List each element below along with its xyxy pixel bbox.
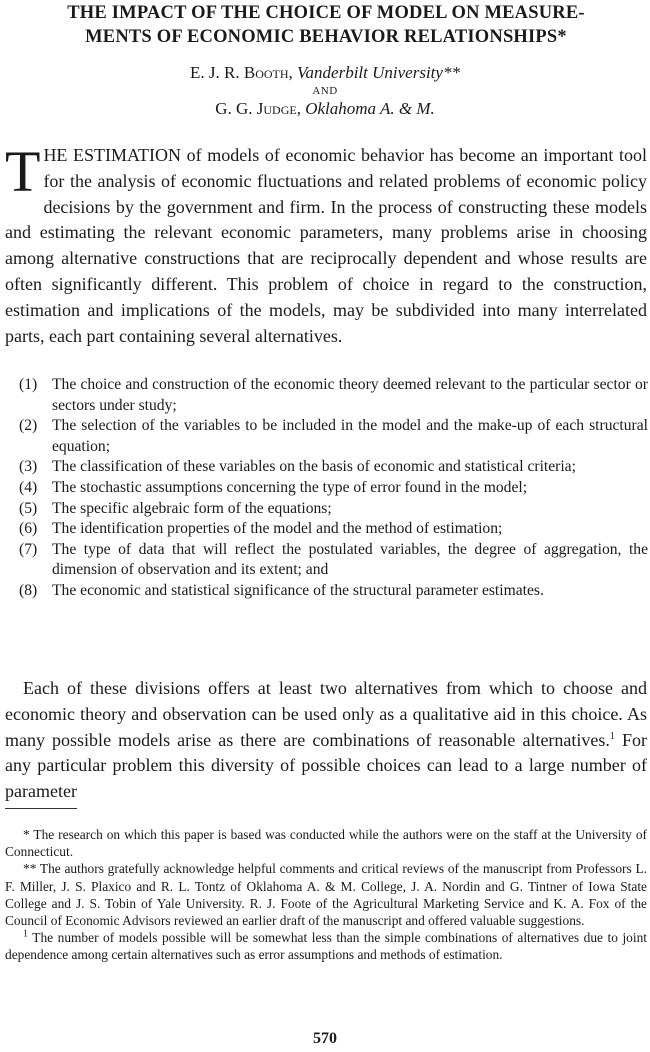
- author-1-name: E. J. R. Booth,: [190, 63, 293, 82]
- title-line-1: THE IMPACT OF THE CHOICE OF MODEL ON MEASURE-: [67, 3, 585, 23]
- list-item: [19, 457, 648, 478]
- drop-cap: T: [5, 139, 41, 204]
- author-2-affiliation: Oklahoma A. & M.: [305, 99, 435, 118]
- list-item: [19, 519, 648, 540]
- list-item-text: The economic and statistical significance of the structural parameter estimates.: [52, 581, 544, 599]
- list-item-text: The choice and construction of the economic theory deemed relevant to the particular sector or sectors under study;: [52, 376, 648, 414]
- list-item-text: The classification of these variables on the basis of economic and statistical criteria;: [52, 458, 576, 476]
- list-item-number: (7): [19, 540, 38, 558]
- author-2-name: G. G. Judge,: [215, 99, 301, 118]
- body-text-part-1: Each of these divisions offers at least two alternatives from which to choose and economic theory and observation can be used only as a qualitative aid in this choice. As many possible models arise as there are combinations of reasonable alternatives.: [5, 678, 647, 750]
- author-1-affiliation: Vanderbilt University**: [297, 63, 460, 82]
- footnote-double-star: ** The authors gratefully acknowledge helpful comments and critical reviews of the manuscript from Professors L. F. Miller, J. S. Plaxico and R. L. Tontz of Oklahoma A. & M. College, J. A. Nordin and G. Tintner of Iowa State College and J. S. Tobin of Yale University. R. J. Foote of the Agricultural Marketing Service and K. A. Fox of the Council of Economic Advisors reviewed an earlier draft of the manuscript and offered valuable suggestions.: [5, 861, 647, 929]
- list-item-number: (4): [19, 478, 38, 496]
- title-line-2: MENTS OF ECONOMIC BEHAVIOR RELATIONSHIPS*: [85, 27, 567, 47]
- footnote-1-marker: 1: [23, 928, 28, 940]
- intro-paragraph: [5, 139, 647, 349]
- page-number: 570: [313, 1030, 337, 1047]
- list-item-text: The stochastic assumptions concerning the type of error found in the model;: [52, 478, 528, 496]
- footnote-star: * The research on which this paper is based was conducted while the authors were on the staff at the University of Connecticut.: [5, 827, 647, 860]
- body-text-part-2: For any particular problem this diversity of possible choices can lead to a large number of parameter: [5, 729, 647, 802]
- list-item: [19, 540, 648, 581]
- list-item: [19, 581, 648, 602]
- list-item: [19, 416, 648, 457]
- article-title: [8, 1, 644, 49]
- author-1: [0, 62, 650, 84]
- list-item: [19, 499, 648, 520]
- list-item-number: (2): [19, 417, 38, 435]
- author-connector: AND: [312, 85, 338, 97]
- list-item-text: The type of data that will reflect the postulated variables, the degree of aggregation, the dimension of observation and its extent; and: [52, 540, 648, 579]
- list-item-text: The selection of the variables to be included in the model and the make-up of each structural equation;: [52, 417, 648, 455]
- intro-text: HE ESTIMATION of models of economic behavior has become an important tool for the analysis of economic fluctuations and related problems of economic policy decisions by the government and firm. In the process of constructing these models and estimating the relevant economic parameters, many problems arise in choosing among alternative constructions that are reciprocally dependent and whose results are often significantly different. This problem of choice in regard to the construction, estimation and implications of the models, may be subdivided into many interrelated parts, each part containing several alternatives.: [5, 145, 647, 346]
- list-item-number: (3): [19, 458, 38, 476]
- footnote-1-text: The number of models possible will be somewhat less than the simple combinations of alternatives due to joint dependence among certain alternatives such as error assumptions and methods of estimation.: [5, 930, 647, 963]
- alternatives-list: [19, 375, 648, 602]
- list-item: [19, 375, 648, 416]
- list-item-number: (6): [19, 520, 38, 538]
- list-item-text: The specific algebraic form of the equations;: [52, 499, 332, 517]
- author-2: [0, 98, 650, 120]
- footnotes: [5, 826, 647, 964]
- list-item-text: The identification properties of the model and the method of estimation;: [52, 520, 503, 538]
- list-item-number: (1): [19, 376, 38, 393]
- body-paragraph: [5, 676, 647, 805]
- footnote-reference-1: 1: [609, 730, 615, 742]
- list-item-number: (8): [19, 581, 38, 599]
- footnote-divider: [5, 808, 77, 809]
- list-item-number: (5): [19, 499, 38, 517]
- list-item: [19, 478, 648, 499]
- author-block: [0, 62, 650, 120]
- footnote-1: [5, 929, 647, 963]
